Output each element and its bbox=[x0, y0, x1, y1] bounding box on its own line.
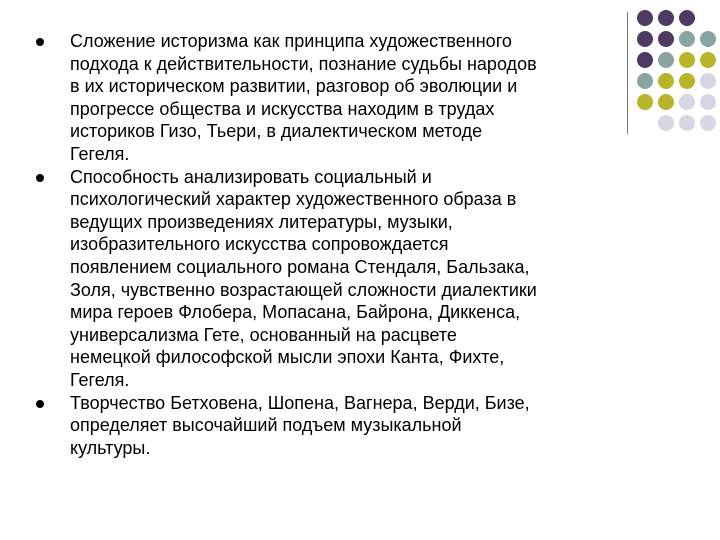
decor-dot-lilac bbox=[700, 115, 716, 131]
decor-dot-lilac bbox=[658, 115, 674, 131]
bullet-dot-icon bbox=[36, 38, 44, 46]
bullet-line: появлением социального романа Стендаля, Бальзака, bbox=[70, 256, 530, 277]
decor-dot-purple bbox=[658, 10, 674, 26]
decor-dot-purple bbox=[637, 10, 653, 26]
decor-dot-lilac bbox=[679, 115, 695, 131]
decor-dot-teal bbox=[700, 31, 716, 47]
bullet-line: подхода к действительности, познание судьбы народов bbox=[70, 53, 537, 74]
bullet-line: Способность анализировать социальный и bbox=[70, 166, 432, 187]
bullet-line: мира героев Флобера, Мопасана, Байрона, Диккенса, bbox=[70, 302, 521, 323]
decor-dot-olive bbox=[658, 73, 674, 89]
bullet-line: Творчество Бетховена, Шопена, Вагнера, Верди, Бизе, bbox=[70, 392, 530, 413]
bullet-line: Сложение историзма как принципа художественного bbox=[70, 31, 512, 51]
decor-dot-lilac bbox=[700, 73, 716, 89]
decor-dot-purple bbox=[637, 31, 653, 47]
bullet-item bbox=[36, 392, 626, 460]
decor-dot-olive bbox=[679, 73, 695, 89]
bullet-line: историков Гизо, Тьери, в диалектическом методе bbox=[70, 121, 483, 142]
bullet-line: Гегеля. bbox=[70, 369, 130, 390]
decor-dot-olive bbox=[637, 94, 653, 110]
bullet-dot-icon bbox=[36, 174, 44, 182]
bullet-item bbox=[36, 166, 626, 392]
bullet-line: культуры. bbox=[70, 437, 151, 458]
bullet-line: универсализма Гете, основанный на расцвете bbox=[70, 324, 457, 345]
decor-dot-olive bbox=[658, 94, 674, 110]
bullet-text bbox=[70, 30, 626, 166]
decorative-dot-grid bbox=[637, 10, 720, 120]
bullet-text bbox=[70, 392, 626, 460]
decor-dot-teal bbox=[679, 31, 695, 47]
decor-dot-purple bbox=[658, 31, 674, 47]
decor-dot-olive bbox=[700, 52, 716, 68]
bullet-dot-icon bbox=[36, 400, 44, 408]
bullet-line: ведущих произведениях литературы, музыки, bbox=[70, 211, 453, 232]
bullet-line: в их историческом развитии, разговор об эволюции и bbox=[70, 76, 518, 97]
bullet-list bbox=[36, 30, 626, 459]
bullet-line: определяет высочайший подъем музыкальной bbox=[70, 415, 462, 436]
bullet-line: Золя, чувственно возрастающей сложности диалектики bbox=[70, 279, 537, 300]
decor-dot-lilac bbox=[679, 94, 695, 110]
decor-dot-lilac bbox=[700, 94, 716, 110]
bullet-line: психологический характер художественного образа в bbox=[70, 189, 517, 210]
bullet-text bbox=[70, 166, 626, 392]
decor-dot-purple bbox=[637, 52, 653, 68]
bullet-line: немецкой философской мысли эпохи Канта, Фихте, bbox=[70, 347, 505, 368]
decor-dot-purple bbox=[679, 10, 695, 26]
bullet-item bbox=[36, 30, 626, 166]
bullet-line: прогрессе общества и искусства находим в трудах bbox=[70, 98, 495, 119]
bullet-line: Гегеля. bbox=[70, 143, 130, 164]
decor-dot-teal bbox=[658, 52, 674, 68]
divider-line bbox=[627, 12, 628, 134]
decor-dot-olive bbox=[679, 52, 695, 68]
bullet-line: изобразительного искусства сопровождается bbox=[70, 234, 449, 255]
decor-dot-teal bbox=[637, 73, 653, 89]
